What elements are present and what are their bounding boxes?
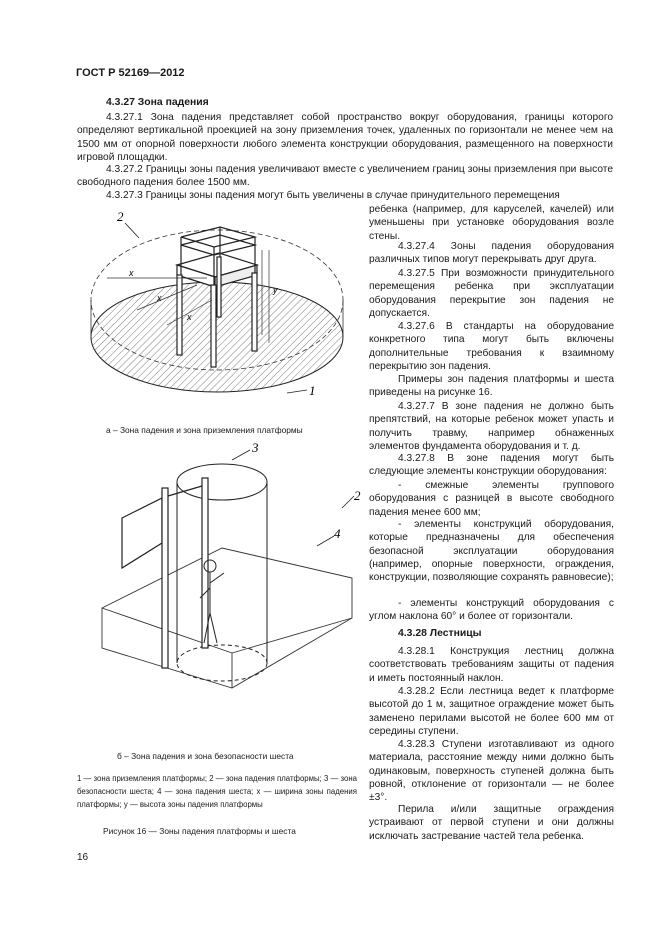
para-text: ребенка (например, для каруселей, качелей) или уменьшены при установке оборудования возле стены. bbox=[369, 204, 614, 242]
paragraph-4-3-28-3 bbox=[369, 738, 614, 804]
bullet-item bbox=[369, 479, 614, 519]
heading-text: 4.3.27 Зона падения bbox=[106, 97, 209, 108]
para-text: 4.3.28.1 Конструкция лестниц должна соответствовать требованиям защиты от падения и иметь постоянный наклон. bbox=[369, 646, 614, 684]
bullet-item bbox=[369, 597, 614, 624]
caption-b: б – Зона падения и зона безопасности шеста bbox=[117, 751, 294, 761]
para-text: 4.3.28.3 Ступени изготавливают из одного материала, расстояние между ними должно быть одинаковым, поверхность ступеней должна быть ровной, отклонение от горизонтали — не более ±3°. bbox=[369, 739, 614, 804]
paragraph-4-3-27-2 bbox=[77, 163, 613, 190]
label-4: 4 bbox=[334, 526, 341, 541]
para-text: 4.3.28.2 Если лестница ведет к платформе высотой до 1 м, защитное ограждение может быть заменено перилами высотой не более 600 мм от середины ступени. bbox=[369, 686, 614, 737]
paragraph-4-3-27-8 bbox=[369, 452, 614, 479]
bullet-item bbox=[369, 518, 614, 584]
para-text: 4.3.27.2 Границы зоны падения увеличивают вместе с увеличением границ зоны приземления при высоте свободного падения более 1500 мм. bbox=[77, 164, 613, 189]
paragraph-4-3-27-3-start bbox=[77, 189, 613, 202]
paragraph-4-3-27-4 bbox=[369, 240, 614, 267]
paragraph-4-3-28-4 bbox=[369, 803, 614, 843]
paragraph-4-3-27-7 bbox=[369, 400, 614, 453]
para-text: 4.3.27.7 В зоне падения не должно быть препятствий, на которые ребенок может упасть и получить травму, например обнаженных элементов фундамента оборудования и т. д. bbox=[369, 401, 614, 452]
leader-line-1 bbox=[287, 390, 307, 393]
para-text: 4.3.27.6 В стандарты на оборудование конкретного типа могут быть включены дополнительные требования к взаимному перекрытию зон падения. bbox=[369, 321, 614, 372]
section-heading-4-3-28 bbox=[369, 627, 614, 640]
leader-line-4 bbox=[317, 536, 334, 546]
para-text: 4.3.27.5 При возможности принудительного перемещения ребенка при эксплуатации оборудования перекрытие зон падения не допускается. bbox=[369, 268, 614, 319]
label-x-3: x bbox=[187, 312, 192, 322]
figure-legend: 1 — зона приземления платформы; 2 — зона падения платформы; 3 — зона безопасности шеста; 4 — зона падения шеста; x — ширина зоны падения платформы; y — высота зоны падения платформы bbox=[77, 774, 357, 809]
bullet-text: - элементы конструкций оборудования с углом наклона 60° и более от горизонтали. bbox=[369, 598, 614, 623]
figure-b-pole-fall-zone bbox=[92, 438, 362, 738]
label-3: 3 bbox=[252, 440, 259, 455]
paragraph-4-3-27-1 bbox=[77, 111, 613, 164]
para-text: Перила и/или защитные ограждения устраивают от первой ступени и они должны исключать застревание частей тела ребенка. bbox=[369, 804, 614, 842]
para-text: Примеры зон падения платформы и шеста приведены на рисунке 16. bbox=[369, 374, 614, 399]
caption-a: а – Зона падения и зона приземления платформы bbox=[106, 425, 303, 435]
label-x-1: x bbox=[129, 268, 134, 278]
pole-fall-zone-block bbox=[102, 548, 352, 688]
paragraph-4-3-28-1 bbox=[369, 645, 614, 685]
leader-line-2b bbox=[342, 496, 354, 508]
para-text: 4.3.27.8 В зоне падения могут быть следующие элементы конструкции оборудования: bbox=[369, 453, 614, 478]
section-heading-4-3-27 bbox=[77, 96, 613, 109]
label-x-2: x bbox=[157, 293, 162, 303]
paragraph-4-3-27-3-cont bbox=[369, 203, 614, 243]
label-2: 2 bbox=[354, 488, 361, 503]
label-2: 2 bbox=[117, 209, 124, 224]
paragraph-4-3-27-5 bbox=[369, 267, 614, 320]
leader-line-3 bbox=[232, 450, 250, 460]
figure-title: Рисунок 16 — Зоны падения платформы и шеста bbox=[103, 826, 296, 836]
paragraph-4-3-28-2 bbox=[369, 685, 614, 738]
paragraph-4-3-27-6 bbox=[369, 320, 614, 373]
bullet-text: - элементы конструкций оборудования, которые предназначены для обеспечения безопасной эксплуатации оборудования (например, опорные поверхности, ограждения, конструкции, позволяющие сохранять равновесие); bbox=[369, 519, 614, 584]
para-text: 4.3.27.3 Границы зоны падения могут быть увеличены в случае принудительного перемещения bbox=[106, 190, 560, 201]
label-1: 1 bbox=[309, 383, 316, 398]
para-text: 4.3.27.4 Зоны падения оборудования различных типов могут перекрывать друг друга. bbox=[369, 241, 614, 266]
leader-line-2 bbox=[125, 223, 139, 238]
figure-a-platform-fall-zone bbox=[77, 205, 362, 415]
paragraph-examples bbox=[369, 373, 614, 400]
para-text: 4.3.27.1 Зона падения представляет собой пространство вокруг оборудования, границы которого определяют вертикальной проекцией на зону приземления точек, удаленных по горизонтали не менее чем на 1500 мм от опорной поверхности любого элемента конструкции оборудования, размещенного на поверхности игровой площадки. bbox=[77, 112, 613, 163]
label-y: y bbox=[273, 285, 278, 295]
document-header: ГОСТ Р 52169—2012 bbox=[76, 67, 185, 79]
heading-text: 4.3.28 Лестницы bbox=[398, 628, 482, 639]
bullet-text: - смежные элементы группового оборудования с разницей в высоте свободного падения менее 600 мм; bbox=[369, 480, 614, 518]
page-number: 16 bbox=[77, 852, 89, 863]
